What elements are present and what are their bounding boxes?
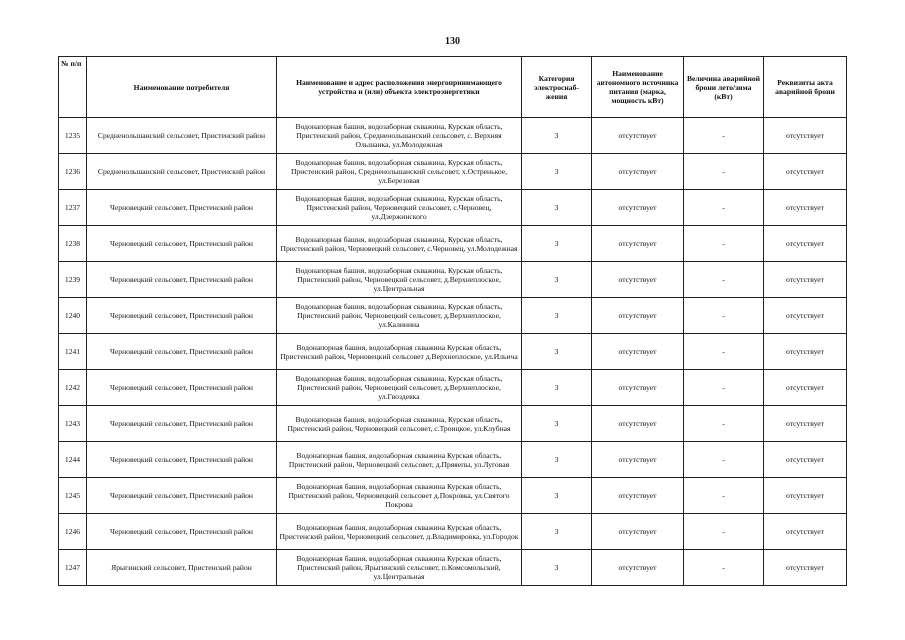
cell-category: 3 [522,226,592,262]
cell-category: 3 [522,406,592,442]
cell-num: 1247 [59,550,87,586]
cell-address: Водонапорная башня, водозаборная скважина Курская область, Пристенский район, Черновецкий сельсовет, д.Пряяепы, ул.Луговая [277,442,522,478]
cell-num: 1240 [59,298,87,334]
cell-category: 3 [522,442,592,478]
cell-address: Водонапорная башня, водозаборная скважина Курская область, Пристенский район, Черновецкий сельсовет, д.Владимировка, ул.Городок [277,514,522,550]
cell-reserve: - [684,226,764,262]
header-consumer: Наименование потребителя [87,57,277,118]
cell-reserve: - [684,118,764,154]
cell-source: отсутствует [592,298,684,334]
cell-address: Водонапорная башня, водозаборная скважина Курская область, Пристенский район, Черновецкий сельсовет д.Верхнеплоское, ул.Ильича [277,334,522,370]
cell-consumer: Средненольшанский сельсовет, Пристенский район [87,154,277,190]
cell-reserve: - [684,550,764,586]
cell-act: отсутствует [764,514,847,550]
cell-address: Водонапорная башня, водозаборная скважина, Курская область, Пристенский район, Черновецкий сельсовет, д.Верхнеплоское, ул.Калинина [277,298,522,334]
header-act: Реквизиты акта аварийной брони [764,57,847,118]
cell-address: Водонапорная башня, водозаборная скважина, Курская область, Пристенский район, Черновецкий сельсовет, д.Верхнеплоское, ул.Гвоздевка [277,370,522,406]
table-row [59,406,847,442]
cell-num: 1239 [59,262,87,298]
cell-num: 1246 [59,514,87,550]
table-row [59,298,847,334]
table-row [59,118,847,154]
cell-source: отсутствует [592,190,684,226]
cell-category: 3 [522,514,592,550]
cell-address: Водонапорная башня, водозаборная скважина, Курская область, Пристенский район, Черновецкий сельсовет, с.Черновец, ул.Дзержинского [277,190,522,226]
cell-consumer: Средненольшанский сельсовет, Пристенский район [87,118,277,154]
table-row [59,370,847,406]
cell-consumer: Черновецкий сельсовет, Пристенский район [87,370,277,406]
cell-category: 3 [522,370,592,406]
table-row [59,442,847,478]
cell-source: отсутствует [592,406,684,442]
cell-act: отсутствует [764,478,847,514]
cell-category: 3 [522,118,592,154]
cell-consumer: Черновецкий сельсовет, Пристенский район [87,442,277,478]
cell-act: отсутствует [764,370,847,406]
cell-num: 1243 [59,406,87,442]
cell-consumer: Черновецкий сельсовет, Пристенский район [87,478,277,514]
cell-num: 1238 [59,226,87,262]
cell-num: 1245 [59,478,87,514]
cell-act: отсутствует [764,550,847,586]
cell-consumer: Черновецкий сельсовет, Пристенский район [87,334,277,370]
cell-act: отсутствует [764,118,847,154]
cell-num: 1244 [59,442,87,478]
cell-consumer: Черновецкий сельсовет, Пристенский район [87,262,277,298]
page-number: 130 [445,36,460,47]
cell-category: 3 [522,334,592,370]
header-category: Категория электроснаб-жения [522,57,592,118]
cell-address: Водонапорная башня, водозаборная скважина, Курская область, Пристенский район, Черновецкий сельсовет, с.Черновец, ул.Молодежная [277,226,522,262]
cell-reserve: - [684,406,764,442]
header-num: № п/п [59,57,87,118]
table-row [59,226,847,262]
cell-act: отсутствует [764,334,847,370]
cell-category: 3 [522,478,592,514]
cell-consumer: Ярыгинский сельсовет, Пристенский район [87,550,277,586]
table-row [59,550,847,586]
table-body [59,118,847,586]
table-row [59,478,847,514]
cell-reserve: - [684,298,764,334]
cell-source: отсутствует [592,334,684,370]
cell-consumer: Черновецкий сельсовет, Пристенский район [87,406,277,442]
cell-consumer: Черновецкий сельсовет, Пристенский район [87,190,277,226]
cell-source: отсутствует [592,154,684,190]
table-row [59,334,847,370]
cell-address: Водонапорная башня, водозаборная скважина, Курская область, Пристенский район, Средненольшанский сельсовет, с. Верхняя Ольшанка, ул.Молодежная [277,118,522,154]
header-reserve: Величина аварийной брони лето/зима (кВт) [684,57,764,118]
consumers-table [58,56,847,586]
cell-source: отсутствует [592,514,684,550]
cell-category: 3 [522,190,592,226]
cell-act: отсутствует [764,262,847,298]
cell-category: 3 [522,262,592,298]
cell-source: отсутствует [592,118,684,154]
cell-act: отсутствует [764,190,847,226]
table-row [59,154,847,190]
cell-num: 1237 [59,190,87,226]
cell-category: 3 [522,154,592,190]
cell-source: отсутствует [592,478,684,514]
cell-category: 3 [522,550,592,586]
cell-address: Водонапорная башня, водозаборная скважина Курская область, Пристенский район, Черновецкий сельсовет д.Покровка, ул.Святого Покрова [277,478,522,514]
cell-source: отсутствует [592,262,684,298]
cell-category: 3 [522,298,592,334]
cell-num: 1235 [59,118,87,154]
cell-reserve: - [684,262,764,298]
cell-num: 1242 [59,370,87,406]
cell-reserve: - [684,154,764,190]
cell-reserve: - [684,190,764,226]
cell-consumer: Черновецкий сельсовет, Пристенский район [87,298,277,334]
cell-address: Водонапорная башня, водозаборная скважина, Курская область, Пристенский район, Средненольшанский сельсовет, х.Остренькое, ул.Березовая [277,154,522,190]
cell-source: отсутствует [592,370,684,406]
cell-source: отсутствует [592,550,684,586]
cell-num: 1236 [59,154,87,190]
cell-reserve: - [684,370,764,406]
cell-reserve: - [684,514,764,550]
cell-num: 1241 [59,334,87,370]
cell-consumer: Черновецкий сельсовет, Пристенский район [87,226,277,262]
cell-address: Водонапорная башня, водозаборная скважина Курская область, Пристенский район, Ярыгинский сельсовет, п.Комсомольский, ул.Центральная [277,550,522,586]
cell-source: отсутствует [592,442,684,478]
cell-reserve: - [684,334,764,370]
cell-source: отсутствует [592,226,684,262]
header-source: Наименование автономного источника питания (марка, мощность кВт) [592,57,684,118]
cell-act: отсутствует [764,154,847,190]
header-row [59,57,847,118]
table-row [59,262,847,298]
table-row [59,514,847,550]
header-address: Наименование и адрес расположения энергопринимающего устройства и (или) объекта электроэнергетики [277,57,522,118]
cell-act: отсутствует [764,442,847,478]
cell-address: Водонапорная башня, водозаборная скважина, Курская область, Пристенский район, Черновецкий сельсовет, с.Троицкое, ул.Клубная [277,406,522,442]
cell-reserve: - [684,478,764,514]
cell-act: отсутствует [764,226,847,262]
table-row [59,190,847,226]
cell-reserve: - [684,442,764,478]
cell-act: отсутствует [764,406,847,442]
cell-address: Водонапорная башня, водозаборная скважина, Курская область, Пристенский район, Черновецкий сельсовет, д.Верхнеплоское, ул.Центральная [277,262,522,298]
cell-consumer: Черновецкий сельсовет, Пристенский район [87,514,277,550]
cell-act: отсутствует [764,298,847,334]
